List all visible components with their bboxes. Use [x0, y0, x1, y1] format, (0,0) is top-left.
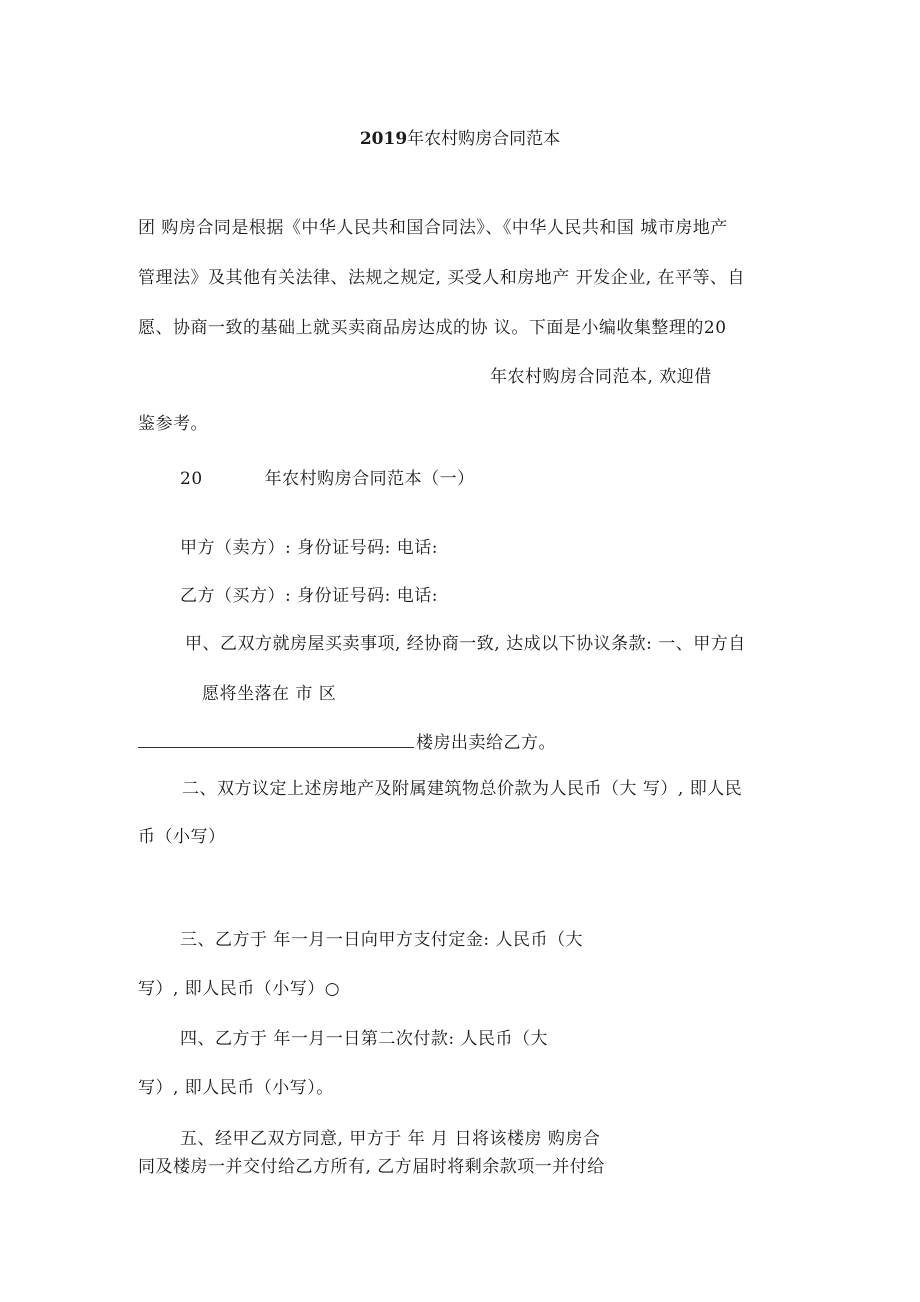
blank-underline: [138, 733, 414, 748]
clause-1-end-text: 楼房出卖给乙方。: [416, 733, 556, 753]
intro-line-2: 管理法》及其他有关法律、法规之规定, 买受人和房地产 开发企业, 在平等、自: [138, 268, 746, 288]
clause-intro: 甲、乙双方就房屋买卖事项, 经协商一致, 达成以下协议条款: 一、甲方自: [185, 634, 746, 654]
clause-3-line-2: 写）, 即人民币（小写）○: [138, 979, 341, 999]
clause-5-line-2: 同及楼房一并交付给乙方所有, 乙方届时将剩余款项一并付给: [138, 1157, 605, 1177]
clause-2-line-2: 币（小写）: [138, 827, 226, 847]
clause-3-line-1: 三、乙方于 年一月一日向甲方支付定金: 人民币（大: [180, 930, 584, 950]
section-heading-num: 20: [180, 469, 203, 489]
clause-1-end: [138, 732, 556, 754]
title-text: 年农村购房合同范本: [407, 129, 561, 149]
intro-line-4: 年农村购房合同范本, 欢迎借: [490, 367, 712, 387]
party-b-line: 乙方（买方）: 身份证号码: 电话:: [180, 586, 438, 606]
title-year: 2019: [359, 129, 408, 149]
clause-2-line-1: 二、双方议定上述房地产及附属建筑物总价款为人民币（大 写）, 即人民: [182, 779, 743, 799]
intro-line-3: 愿、协商一致的基础上就买卖商品房达成的协 议。下面是小编收集整理的20: [138, 318, 727, 338]
intro-line-1: 团 购房合同是根据《中华人民共和国合同法》、《中华人民共和国 城市房地产: [138, 218, 728, 238]
section-heading-text: 年农村购房合同范本（一）: [264, 469, 475, 489]
section-heading: [180, 468, 475, 490]
intro-line-5: 鉴参考。: [138, 414, 208, 434]
clause-5-line-1: 五、经甲乙双方同意, 甲方于 年 月 日将该楼房 购房合: [180, 1129, 601, 1149]
clause-4-line-1: 四、乙方于 年一月一日第二次付款: 人民币（大: [180, 1029, 549, 1049]
document-title: [0, 128, 920, 150]
party-a-line: 甲方（卖方）: 身份证号码: 电话:: [180, 538, 438, 558]
clause-1-location: 愿将坐落在 市 区: [202, 684, 337, 704]
clause-4-line-2: 写）, 即人民币（小写）。: [138, 1078, 334, 1098]
